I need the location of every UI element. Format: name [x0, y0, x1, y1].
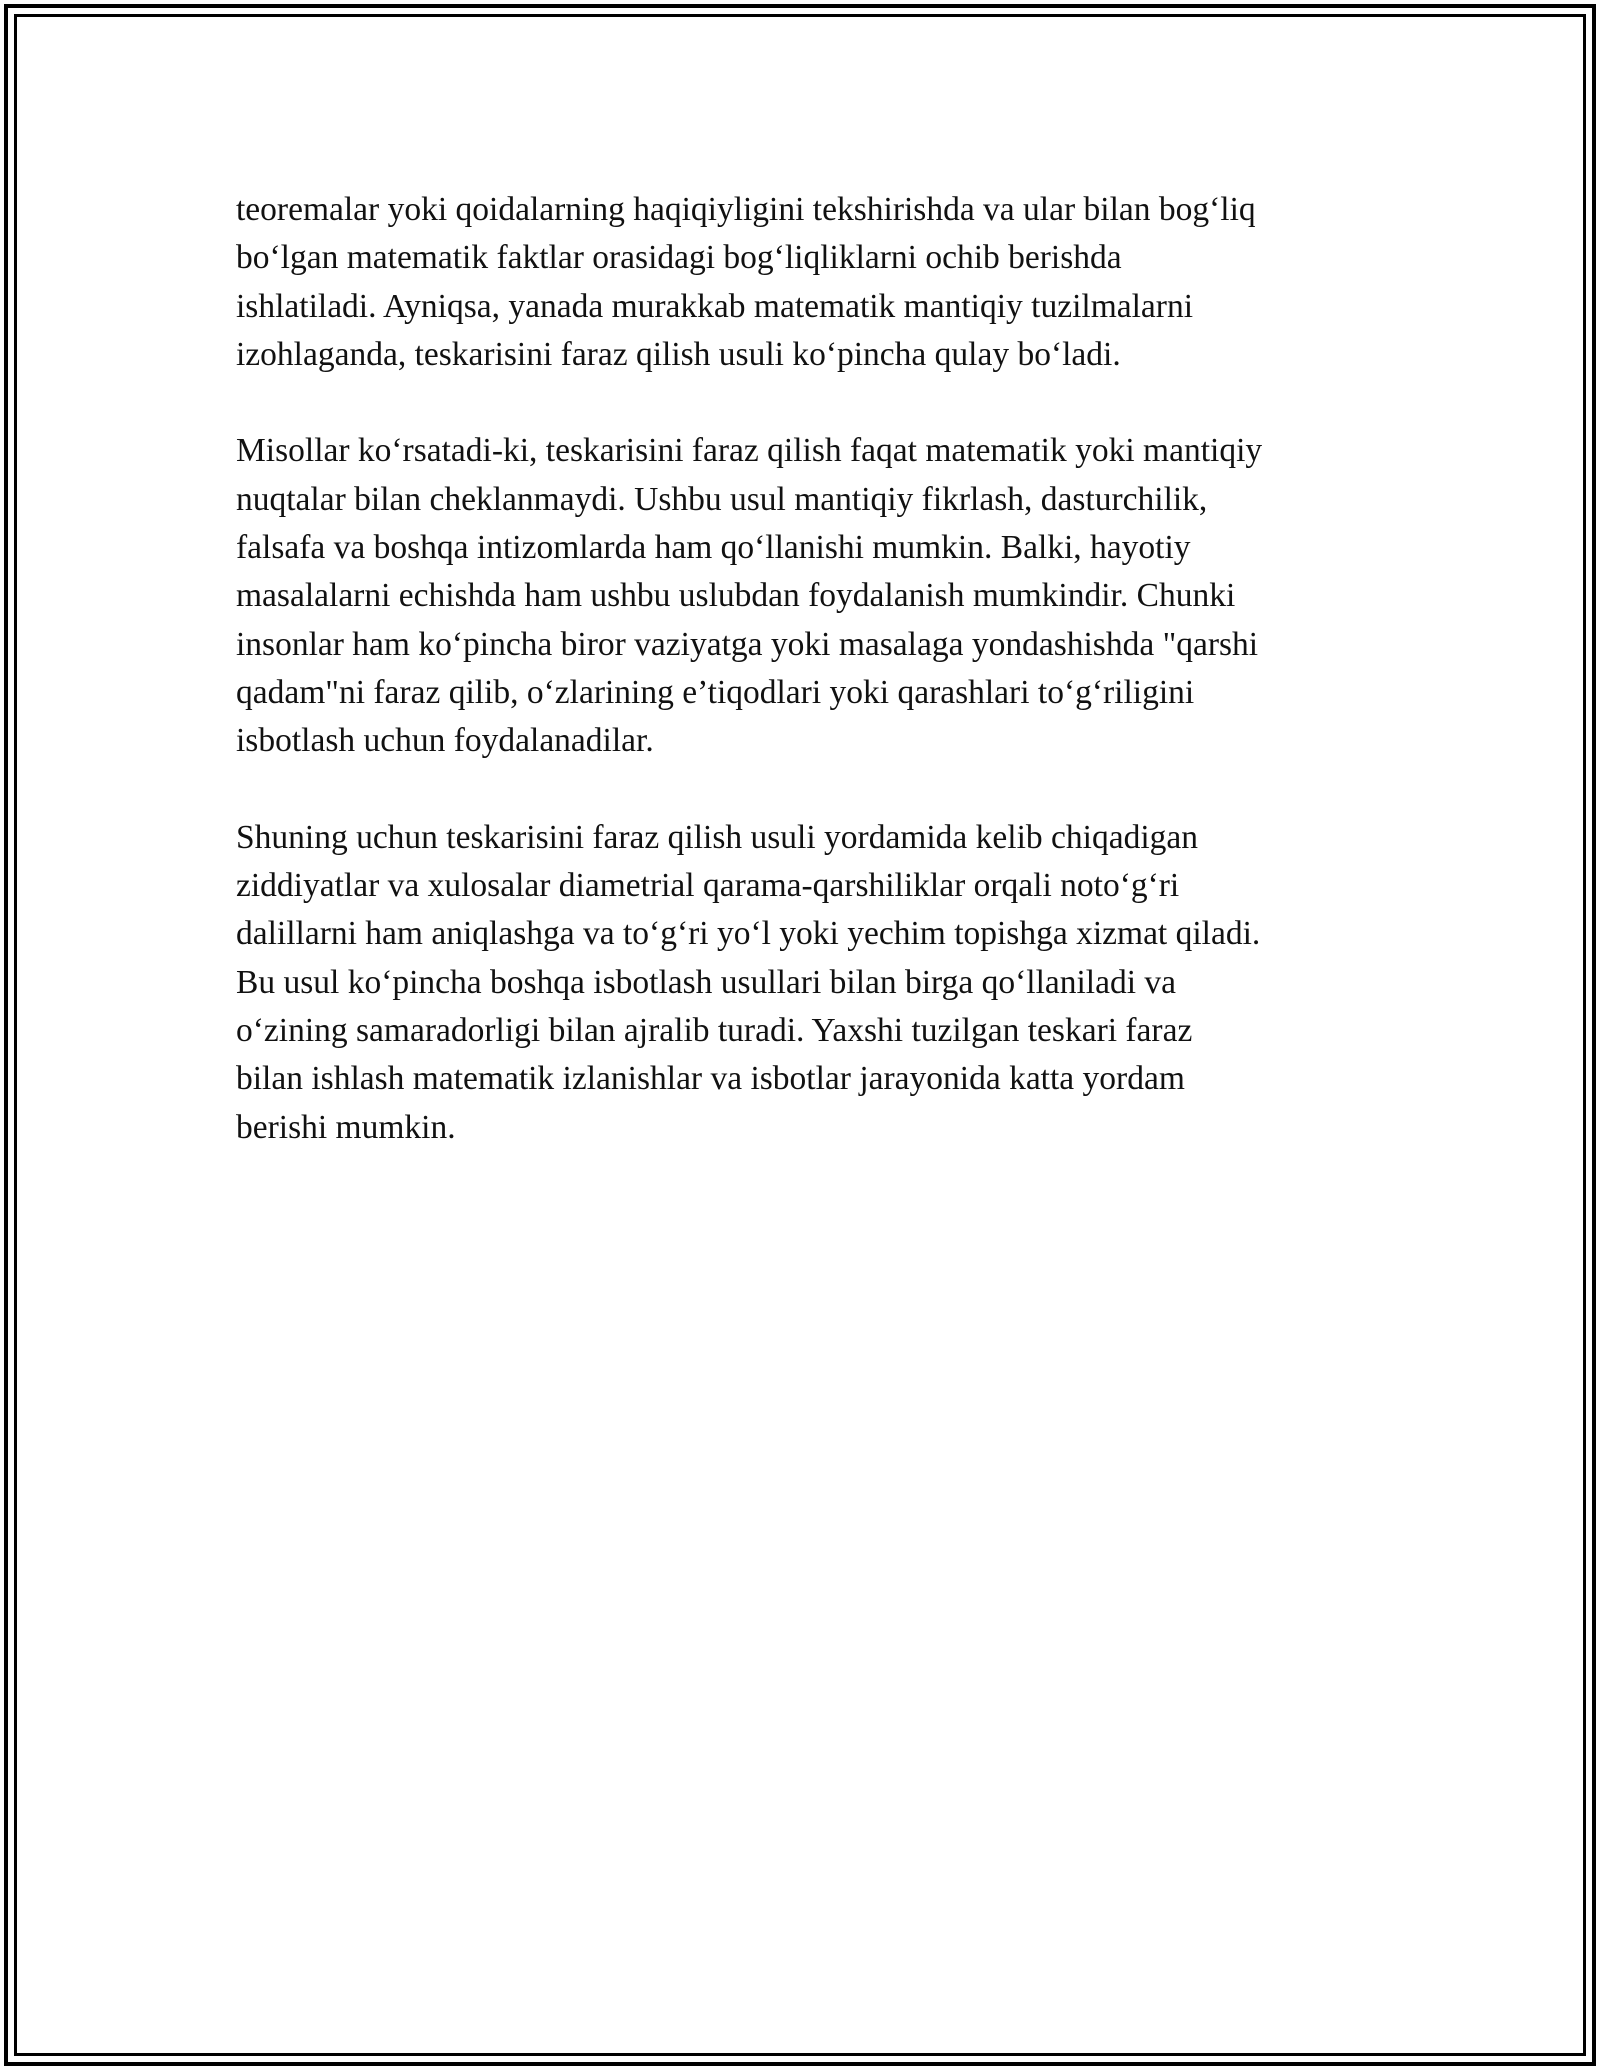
text-line: insonlar ham ko‘pincha biror vaziyatga yoki masalaga yondashishda "qarshi: [236, 625, 1259, 663]
paragraph-3: [236, 814, 1366, 1152]
paragraph-2: [236, 427, 1366, 765]
text-line: falsafa va boshqa intizomlarda ham qo‘llanishi mumkin. Balki, hayotiy: [236, 529, 1191, 567]
text-line: ishlatiladi. Ayniqsa, yanada murakkab matematik mantiqiy tuzilmalarni: [236, 287, 1194, 325]
document-body: [236, 186, 1366, 1200]
text-line: Misollar ko‘rsatadi-ki, teskarisini faraz qilish faqat matematik yoki mantiqiy: [236, 432, 1263, 470]
text-line: Shuning uchun teskarisini faraz qilish usuli yordamida kelib chiqadigan: [236, 818, 1198, 856]
text-line: dalillarni ham aniqlashga va to‘g‘ri yo‘l yoki yechim topishga xizmat qiladi.: [236, 915, 1261, 953]
text-line: ziddiyatlar va xulosalar diametrial qarama-qarshiliklar orqali noto‘g‘ri: [236, 867, 1180, 905]
text-line: qadam"ni faraz qilib, o‘zlarining e’tiqodlari yoki qarashlari to‘g‘riligini: [236, 673, 1195, 711]
text-line: nuqtalar bilan cheklanmaydi. Ushbu usul mantiqiy fikrlash, dasturchilik,: [236, 480, 1208, 518]
text-line: isbotlash uchun foydalanadilar.: [236, 722, 654, 760]
text-line: masalalarni echishda ham ushbu uslubdan foydalanish mumkindir. Chunki: [236, 577, 1236, 615]
text-line: o‘zining samaradorligi bilan ajralib turadi. Yaxshi tuzilgan teskari faraz: [236, 1012, 1193, 1050]
text-line: bilan ishlash matematik izlanishlar va isbotlar jarayonida katta yordam: [236, 1060, 1185, 1098]
text-line: izohlaganda, teskarisini faraz qilish usuli ko‘pincha qulay bo‘ladi.: [236, 335, 1121, 373]
paragraph-1: [236, 186, 1366, 379]
text-line: berishi mumkin.: [236, 1108, 456, 1146]
text-line: bo‘lgan matematik faktlar orasidagi bog‘liqliklarni ochib berishda: [236, 239, 1122, 277]
text-line: Bu usul ko‘pincha boshqa isbotlash usullari bilan birga qo‘llaniladi va: [236, 963, 1177, 1001]
text-line: teoremalar yoki qoidalarning haqiqiyligini tekshirishda va ular bilan bog‘liq: [236, 191, 1256, 228]
